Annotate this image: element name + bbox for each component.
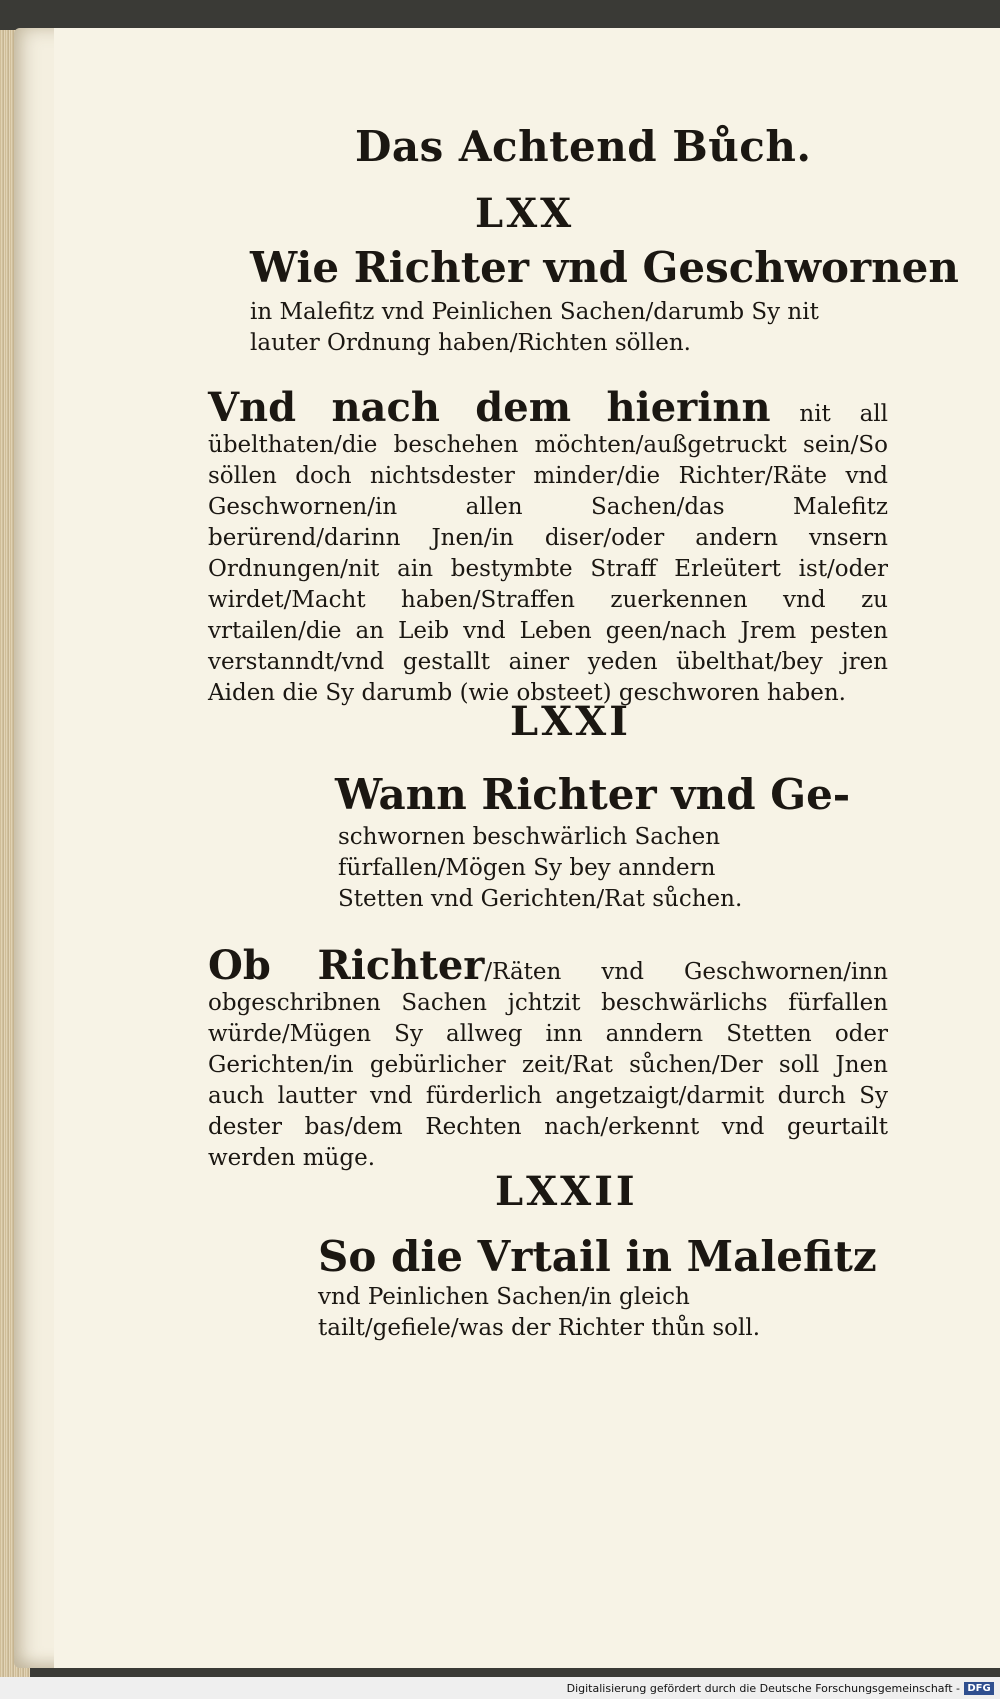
section-body-lxx — [208, 384, 889, 709]
section-subtitle-lxx: in Malefitz vnd Peinlichen Sachen/darumb Sy nit lauter Ordnung haben/Richten söllen. — [250, 299, 819, 356]
dfg-logo: DFG — [964, 1682, 994, 1695]
section-text-lxxi: /Räten vnd Geschwornen/inn obgeschribnen Sachen jchtzit beschwärlichs fürfallen würde/Mügen Sy allweg inn anndern Stetten oder Gerichten/in gebürlicher zeit/Rat sůchen/Der soll Jnen auch lautter vnd fürderlich angetzaigt/darmit durch Sy dester bas/dem Rechten nach/erkennt vnd geurtailt werden müge. — [208, 959, 888, 1171]
section-text-lxx: nit all übelthaten/die beschehen möchten/außgetruckt sein/So söllen doch nichtsdester minder/die Richter/Räte vnd Geschwornen/in allen Sachen/das Malefitz berürend/darinn Jnen/in diser/oder andern vnsern Ordnungen/nit ain bestymbte Straff Erleütert ist/oder wirdet/Macht haben/Straffen zuerkennen vnd zu vrtailen/die an Leib vnd Leben geen/nach Jrem pesten verstanndt/vnd gestallt ainer yeden übelthat/bey jren Aiden die Sy darumb (wie obsteet) geschworen haben. — [208, 401, 889, 706]
section-lead-lxxi: Ob Richter — [208, 942, 485, 989]
section-title-lxxii: So die Vrtail in Malefitz — [318, 1232, 877, 1281]
footer-strip — [0, 1677, 1000, 1699]
section-lead-lxx: Vnd nach dem hierinn — [208, 384, 771, 431]
running-head: Das Achtend Bůch. — [355, 122, 812, 171]
digitization-credit: Digitalisierung gefördert durch die Deutsche Forschungsgemeinschaft - — [566, 1682, 960, 1695]
section-subtitle-lxxii: vnd Peinlichen Sachen/in gleich tailt/gefiele/was der Richter thůn soll. — [318, 1284, 761, 1341]
section-title-lxx: Wie Richter vnd Geschwornen — [250, 243, 959, 292]
section-body-lxxi — [208, 942, 888, 1174]
section-numeral-lxxi: LXXI — [510, 698, 631, 745]
section-subtitle-lxxi: schwornen beschwärlich Sachen fürfallen/Mögen Sy bey anndern Stetten vnd Gerichten/Rat sůchen. — [338, 824, 743, 912]
section-numeral-lxx: LXX — [475, 190, 575, 237]
section-title-lxxi: Wann Richter vnd Ge- — [335, 770, 851, 819]
section-numeral-lxxii: LXXII — [495, 1168, 638, 1215]
